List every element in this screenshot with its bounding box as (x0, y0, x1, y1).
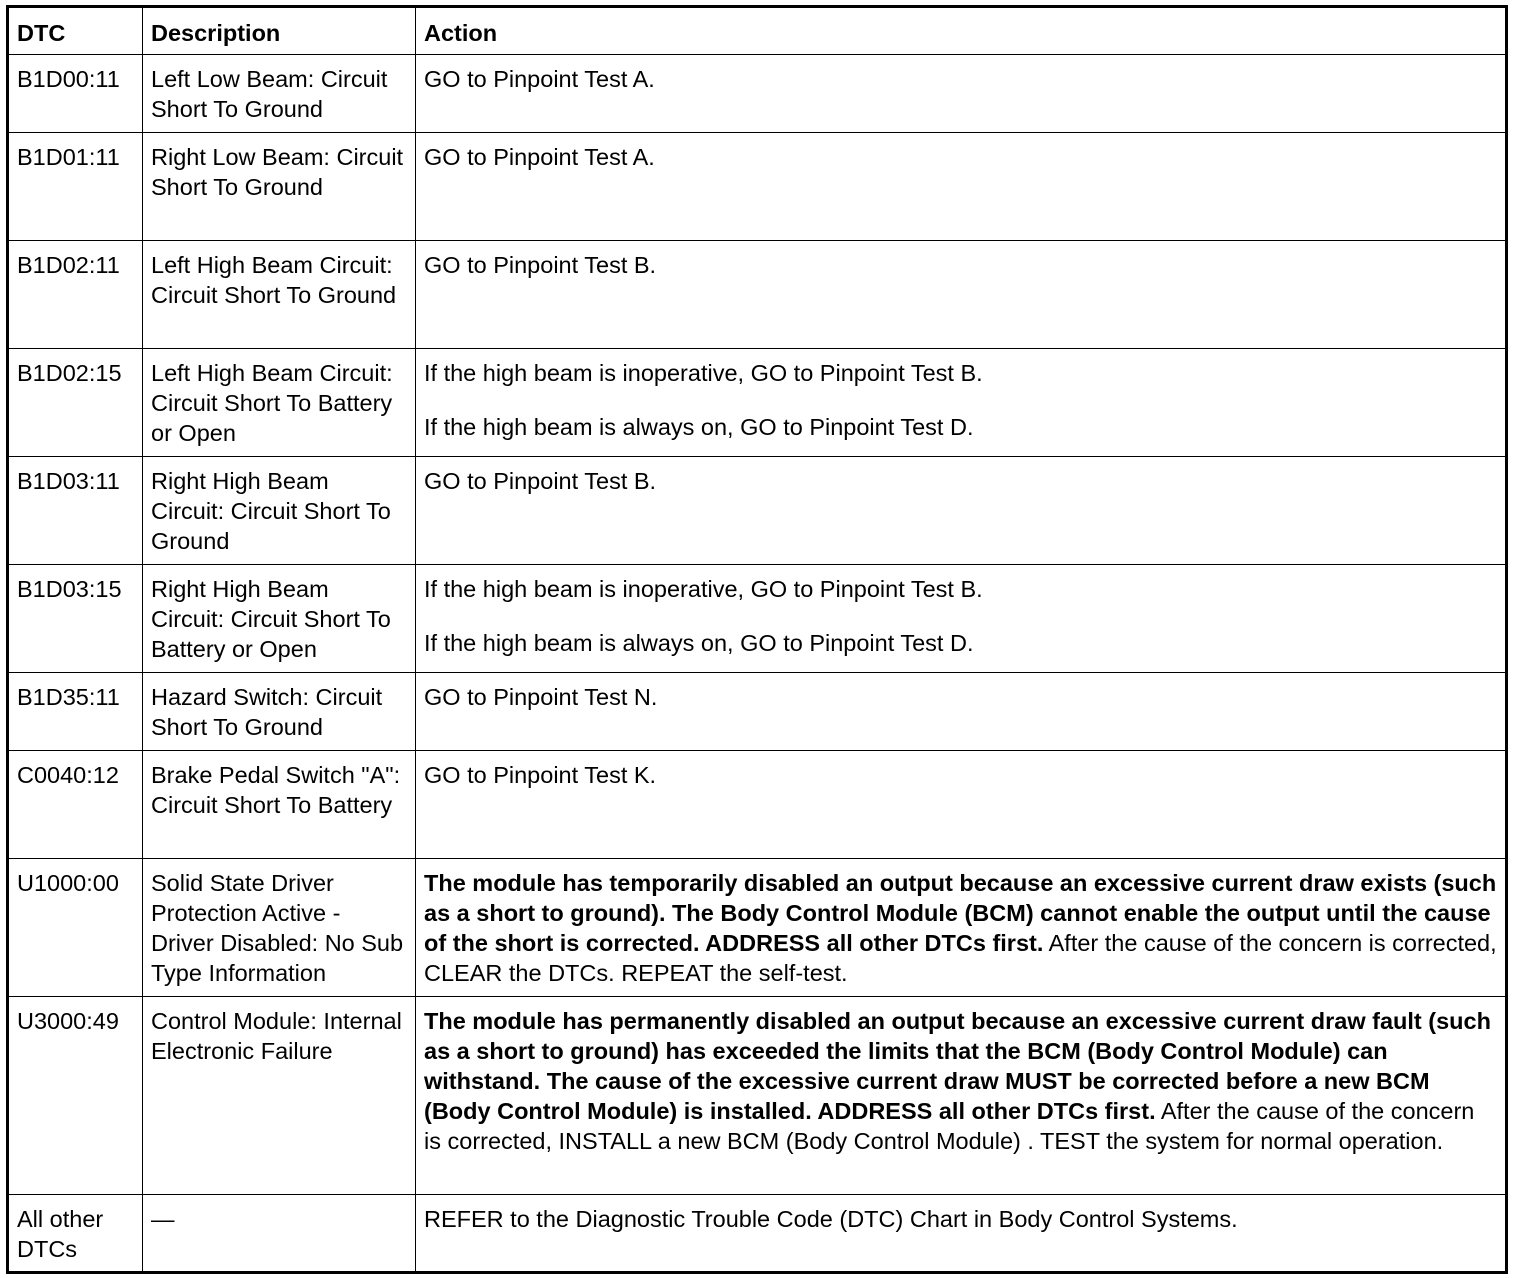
action-normal-text: After the cause of the concern is corrected, CLEAR the DTCs. REPEAT the self-test. (424, 930, 1497, 986)
action-text: REFER to the Diagnostic Trouble Code (DTC) Chart in Body Control Systems. (424, 1206, 1238, 1232)
dtc-code: All other DTCs (8, 1195, 143, 1273)
dtc-action (416, 751, 1507, 859)
dtc-description: Right High Beam Circuit: Circuit Short To Battery or Open (143, 565, 416, 673)
table-header-row (8, 7, 1507, 55)
dtc-code: B1D35:11 (8, 673, 143, 751)
dtc-description: Right Low Beam: Circuit Short To Ground (143, 133, 416, 241)
dtc-code: B1D02:11 (8, 241, 143, 349)
dtc-code: B1D03:15 (8, 565, 143, 673)
table-row (8, 457, 1507, 565)
action-text (424, 868, 1497, 988)
action-text: GO to Pinpoint Test N. (424, 684, 658, 710)
header-action: Action (416, 7, 1507, 55)
action-text: If the high beam is inoperative, GO to Pinpoint Test B. (424, 360, 983, 386)
table-row (8, 1195, 1507, 1273)
table-row (8, 859, 1507, 997)
dtc-description: Control Module: Internal Electronic Failure (143, 997, 416, 1195)
action-text: If the high beam is inoperative, GO to Pinpoint Test B. (424, 576, 983, 602)
dtc-action (416, 55, 1507, 133)
dtc-description: — (143, 1195, 416, 1273)
dtc-action (416, 997, 1507, 1195)
action-text: GO to Pinpoint Test A. (424, 144, 655, 170)
action-bold-text: The module has temporarily disabled an output because an excessive current draw exists (such as a short to ground). The Body Control Module (BCM) cannot enable the output until the cause of the short is corrected. ADDRESS all other DTCs first. (424, 870, 1497, 956)
dtc-action (416, 859, 1507, 997)
dtc-action (416, 133, 1507, 241)
dtc-action (416, 349, 1507, 457)
header-dtc: DTC (8, 7, 143, 55)
action-normal-text: After the cause of the concern is corrected, INSTALL a new BCM (Body Control Module) . TEST the system for normal operation. (424, 1098, 1475, 1154)
action-text: If the high beam is always on, GO to Pinpoint Test D. (424, 630, 974, 656)
dtc-code: C0040:12 (8, 751, 143, 859)
dtc-description: Left High Beam Circuit: Circuit Short To Battery or Open (143, 349, 416, 457)
dtc-description: Brake Pedal Switch "A": Circuit Short To Battery (143, 751, 416, 859)
action-text: GO to Pinpoint Test B. (424, 468, 657, 494)
dtc-description: Left High Beam Circuit: Circuit Short To Ground (143, 241, 416, 349)
dtc-code: B1D01:11 (8, 133, 143, 241)
table-row (8, 55, 1507, 133)
dtc-description: Left Low Beam: Circuit Short To Ground (143, 55, 416, 133)
dtc-code: U1000:00 (8, 859, 143, 997)
action-text: GO to Pinpoint Test A. (424, 66, 655, 92)
table-row (8, 349, 1507, 457)
table-row (8, 997, 1507, 1195)
header-description: Description (143, 7, 416, 55)
dtc-action (416, 673, 1507, 751)
dtc-code: B1D02:15 (8, 349, 143, 457)
dtc-description: Solid State Driver Protection Active - Driver Disabled: No Sub Type Information (143, 859, 416, 997)
action-text (424, 1006, 1497, 1156)
dtc-action (416, 1195, 1507, 1273)
dtc-description: Hazard Switch: Circuit Short To Ground (143, 673, 416, 751)
table-row (8, 241, 1507, 349)
dtc-code: B1D03:11 (8, 457, 143, 565)
action-bold-text: The module has permanently disabled an output because an excessive current draw fault (such as a short to ground) has exceeded the limits that the BCM (Body Control Module) can withstand. The cause of the excessive current draw MUST be corrected before a new BCM (Body Control Module) is installed. ADDRESS all other DTCs first. (424, 1008, 1491, 1124)
dtc-code: B1D00:11 (8, 55, 143, 133)
table-row (8, 133, 1507, 241)
table-row (8, 673, 1507, 751)
dtc-code: U3000:49 (8, 997, 143, 1195)
table-row (8, 565, 1507, 673)
dtc-action (416, 565, 1507, 673)
dtc-table (6, 5, 1508, 1274)
action-text: If the high beam is always on, GO to Pinpoint Test D. (424, 414, 974, 440)
action-text: GO to Pinpoint Test B. (424, 252, 657, 278)
dtc-description: Right High Beam Circuit: Circuit Short To Ground (143, 457, 416, 565)
dtc-action (416, 241, 1507, 349)
dtc-action (416, 457, 1507, 565)
action-text: GO to Pinpoint Test K. (424, 762, 657, 788)
table-row (8, 751, 1507, 859)
